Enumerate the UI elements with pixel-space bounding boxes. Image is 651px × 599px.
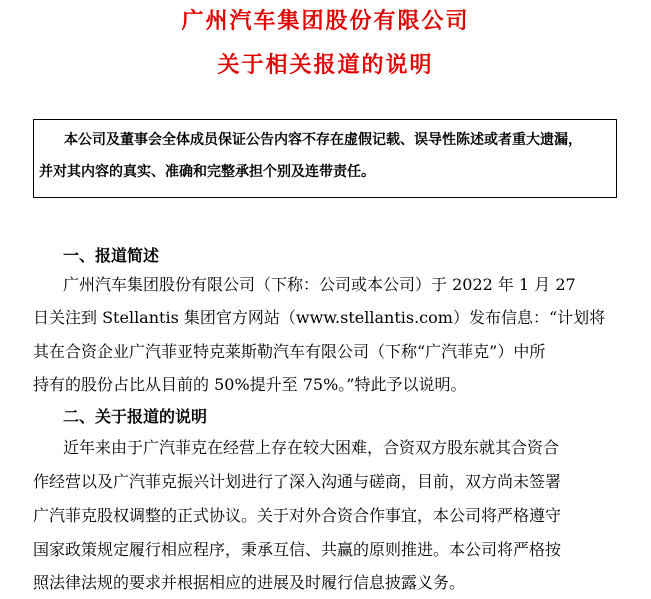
section-2-line: 照法律法规的要求并根据相应的进展及时履行信息披露义务。 (33, 573, 466, 592)
section-2-heading: 二、关于报道的说明 (63, 407, 208, 426)
section-1-line: 持有的股份占比从目前的 50%提升至 75%。”特此予以说明。 (33, 375, 467, 394)
section-1-heading: 一、报道简述 (63, 246, 160, 265)
disclaimer-line-2: 并对其内容的真实、准确和完整承担个别及连带责任。 (39, 164, 375, 180)
disclaimer-line-1: 本公司及董事会全体成员保证公告内容不存在虚假记载、误导性陈述或者重大遗漏， (64, 132, 582, 148)
section-2-line: 近年来由于广汽菲克在经营上存在较大困难，合资双方股东就其合资合 (63, 438, 560, 457)
section-2-line: 广汽菲克股权调整的正式协议。关于对外合资合作事宜，本公司将严格遵守 (33, 506, 562, 525)
section-2-line: 国家政策规定履行相应程序，秉承互信、共赢的原则推进。本公司将严格按 (33, 540, 562, 559)
section-1-line: 其在合资企业广汽菲亚特克莱斯勒汽车有限公司（下称“广汽菲克”）中所 (33, 342, 546, 361)
company-name-title: 广州汽车集团股份有限公司 (181, 8, 470, 34)
document-title: 关于相关报道的说明 (217, 52, 434, 78)
disclaimer-box (33, 119, 617, 198)
section-2-line: 作经营以及广汽菲克振兴计划进行了深入沟通与磋商，目前，双方尚未签署 (33, 472, 562, 491)
section-1-line: 广州汽车集团股份有限公司（下称：公司或本公司）于 2022 年 1 月 27 (63, 275, 576, 294)
section-1-line: 日关注到 Stellantis 集团官方网站（www.stellantis.com）发布信息：“计划将 (33, 308, 606, 327)
